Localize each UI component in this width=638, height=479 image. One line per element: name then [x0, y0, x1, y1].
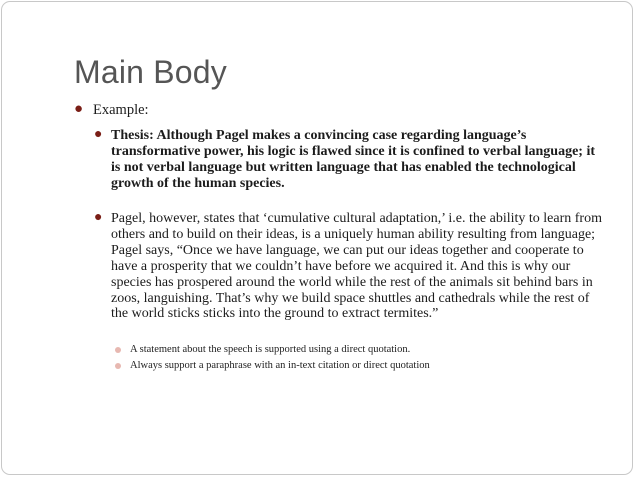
bullet-dot-icon: ● — [94, 127, 103, 142]
bullet-dot-icon: ● — [94, 210, 103, 225]
slide-title: Main Body — [74, 54, 227, 90]
sub-bullet-dot-icon — [115, 363, 121, 369]
sub-bullet-dot-icon — [115, 347, 121, 353]
bullet-pagel-text: Pagel, however, states that ‘cumulative cultural adaptation,’ i.e. the ability to learn from others and to build on their ideas, is a uniquely human ability resulting from language; Pagel says, “Once we have language, we can put our ideas together and cooperate to have a prosperity that we couldn’t have before we acquired it. And this is why our species has prospered around the world while the rest of the animals sit behind bars in zoos, languishing. That’s why we build space shuttles and cathedrals while the rest of the world sticks sticks into the ground to extract termites.” — [111, 211, 602, 322]
sub-bullet-1-text: A statement about the speech is supported using a direct quotation. — [130, 344, 411, 355]
bullet-thesis-text: Thesis: Although Pagel makes a convincing case regarding language’s transformative power, his logic is flawed since it is confined to verbal language; it is not verbal language but written language that has enabled the technological growth of the human species. — [111, 128, 596, 191]
bullet-dot-icon: ● — [74, 101, 84, 117]
bullet-example-text: Example: — [93, 102, 149, 118]
slide — [1, 1, 633, 475]
sub-bullet-2-text: Always support a paraphrase with an in-text citation or direct quotation — [130, 360, 430, 371]
